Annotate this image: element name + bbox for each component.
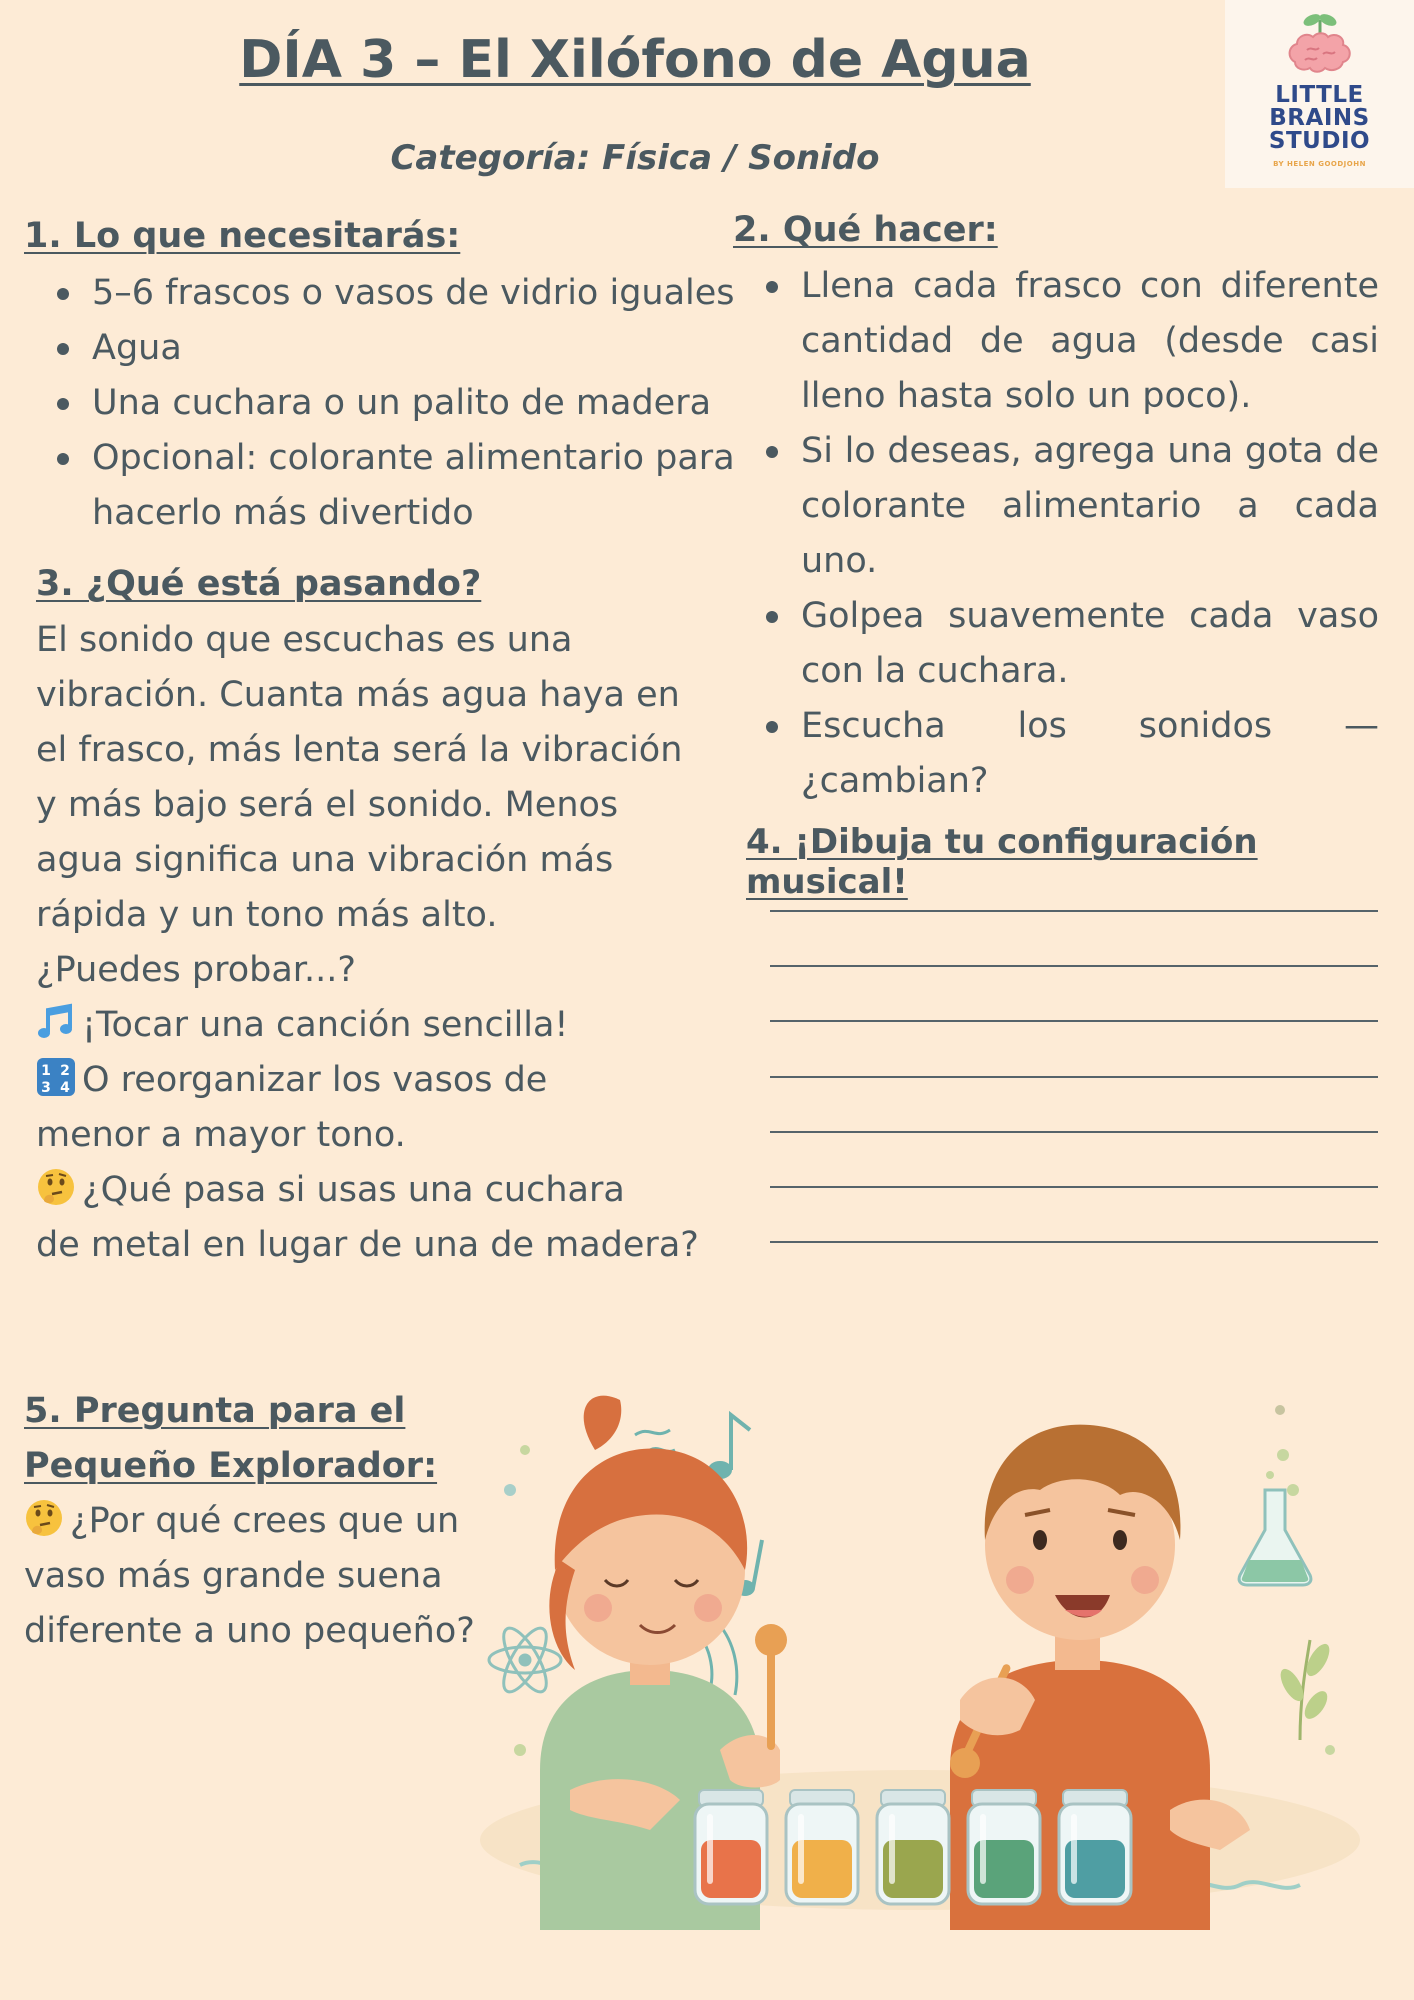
section5 [24, 1384, 494, 1659]
logo-wordmark: LITTLE BRAINS STUDIO [1268, 82, 1371, 154]
thinking-face-icon [36, 1167, 76, 1207]
section4-heading: 4. ¡Dibuja tu configuración musical! [746, 822, 1258, 902]
list-item: Una cuchara o un palito de madera [92, 376, 760, 431]
drawing-line [770, 1186, 1378, 1188]
section5-heading: 5. Pregunta para el Pequeño Explorador: [24, 1391, 438, 1486]
kids-water-xylophone-illustration [480, 1370, 1360, 1930]
drawing-line [770, 910, 1378, 912]
flask-icon [1239, 1449, 1311, 1585]
drawing-line [770, 1020, 1378, 1022]
logo-byline: BY HELEN GOODJOHN [1273, 160, 1366, 168]
drawing-line [770, 1241, 1378, 1243]
instructions-list [801, 259, 1379, 809]
section3-heading: 3. ¿Qué está pasando? [36, 564, 482, 604]
list-item: Escucha los sonidos — ¿cambian? [801, 699, 1379, 809]
little-brains-logo [1225, 0, 1414, 188]
materials-list [92, 266, 760, 541]
water-jar [786, 1790, 858, 1904]
section2-heading: 2. Qué hacer: [733, 210, 998, 250]
svg-text:3: 3 [41, 1080, 51, 1096]
list-item: Golpea suavemente cada vaso con la cuchara. [801, 589, 1379, 699]
drawing-line [770, 965, 1378, 967]
list-item: 5–6 frascos o vasos de vidrio iguales [92, 266, 760, 321]
section1-heading: 1. Lo que necesitarás: [24, 216, 461, 256]
brain-sprout-icon [1285, 10, 1355, 84]
input-numbers-icon [36, 1057, 76, 1097]
water-jar [695, 1790, 767, 1904]
list-item: Agua [92, 321, 760, 376]
list-item: Opcional: colorante alimentario para hacerlo más divertido [92, 431, 762, 541]
atom-icon [489, 1622, 561, 1697]
plant-icon [1276, 1640, 1334, 1740]
page-title: DÍA 3 – El Xilófono de Agua [239, 30, 1031, 90]
water-jar [1059, 1790, 1131, 1904]
thinking-face-icon [24, 1498, 64, 1538]
drawing-line [770, 1131, 1378, 1133]
drawing-line [770, 1076, 1378, 1078]
list-item: Llena cada frasco con diferente cantidad de agua (desde casi lleno hasta solo un poco). [801, 259, 1379, 424]
svg-text:4: 4 [60, 1080, 70, 1096]
list-item: Si lo deseas, agrega una gota de colorante alimentario a cada uno. [801, 424, 1379, 589]
explanation-text: El sonido que escuchas es una vibración. Cuanta más agua haya en el frasco, más lenta será la vibración y más bajo será el sonido. Menos agua significa una vibración más rápida y un tono más alto. ¿Puedes probar...? ¡Tocar una canción sencilla! 1 2 3 4 O reorganizar los vasos de menor a mayor tono. ¿Qué pasa si usas una cuchara de metal en lugar de una de madera? [36, 620, 699, 1265]
svg-text:1: 1 [41, 1063, 51, 1079]
svg-text:2: 2 [60, 1063, 70, 1079]
water-jar [877, 1790, 949, 1904]
category-subtitle: Categoría: Física / Sonido [390, 138, 880, 178]
musical-notes-icon [36, 1002, 76, 1042]
water-jar [968, 1790, 1040, 1904]
jar-row [695, 1790, 1131, 1904]
explorer-question: ¿Por qué crees que un vaso más grande suena diferente a uno pequeño? [24, 1494, 494, 1659]
